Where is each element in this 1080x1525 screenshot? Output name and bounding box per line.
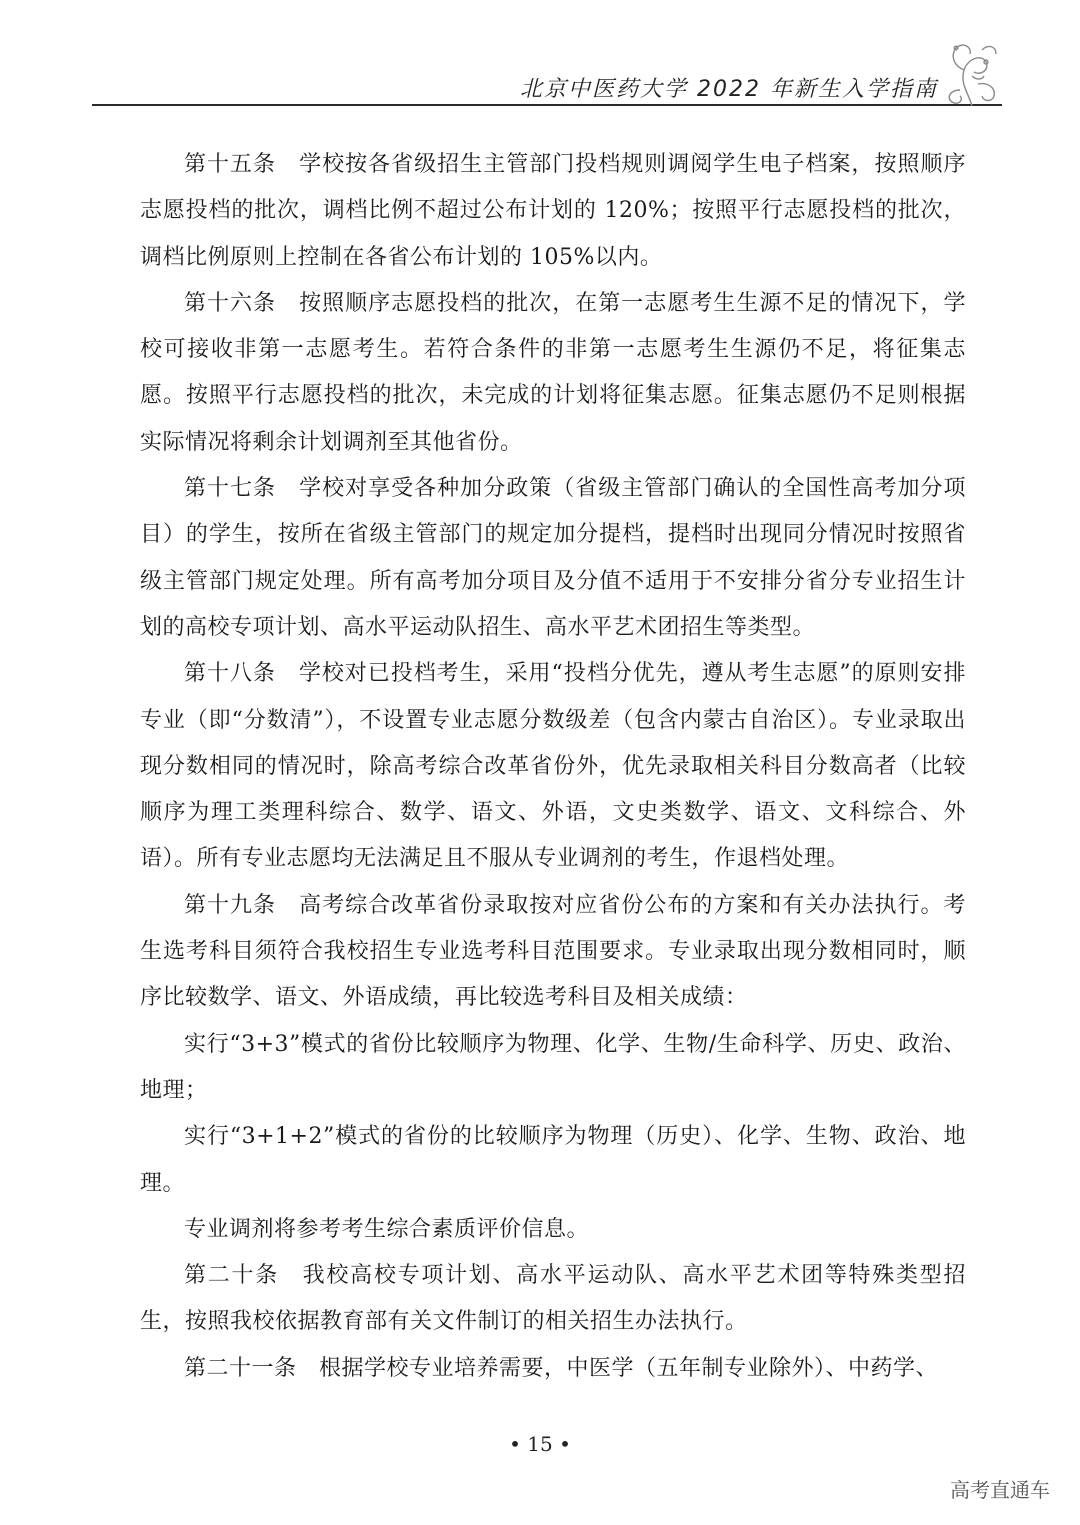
document-body [140, 142, 966, 1392]
paragraph-article-15: 第十五条 学校按各省级招生主管部门投档规则调阅学生电子档案，按照顺序志愿投档的批次，调档比例不超过公布计划的 120%；按照平行志愿投档的批次，调档比例原则上控制在各省公布计划的 105%以内。 [140, 152, 966, 270]
paragraph-article-18: 第十八条 学校对已投档考生，采用“投档分优先，遵从考生志愿”的原则安排专业（即“分数清”），不设置专业志愿分数级差（包含内蒙古自治区）。专业录取出现分数相同的情况时，除高考综合改革省份外，优先录取相关科目分数高者（比较顺序为理工类理科综合、数学、语文、外语，文史类数学、语文、文科综合、外语）。所有专业志愿均无法满足且不服从专业调剂的考生，作退档处理。 [140, 661, 966, 872]
paragraph-3-3-mode: 实行“3+3”模式的省份比较顺序为物理、化学、生物/生命科学、历史、政治、地理； [140, 1031, 966, 1103]
paragraph-article-21: 第二十一条 根据学校专业培养需要，中医学（五年制专业除外）、中药学、 [184, 1355, 939, 1381]
watermark: 高考直通车 [950, 1478, 1050, 1502]
paragraph-3-1-2-mode: 实行“3+1+2”模式的省份的比较顺序为物理（历史）、化学、生物、政治、地理。 [140, 1124, 966, 1196]
paragraph-article-17: 第十七条 学校对享受各种加分政策（省级主管部门确认的全国性高考加分项目）的学生，按所在省级主管部门的规定加分提档，提档时出现同分情况时按照省级主管部门规定处理。所有高考加分项目及分值不适用于不安排分省分专业招生计划的高校专项计划、高水平运动队招生、高水平艺术团招生等类型。 [140, 476, 966, 640]
paragraph-article-19: 第十九条 高考综合改革省份录取按对应省份公布的方案和有关办法执行。考生选考科目须符合我校招生专业选考科目范围要求。专业录取出现分数相同时，顺序比较数学、语文、外语成绩，再比较选考科目及相关成绩： [140, 892, 966, 1011]
paragraph-adjustment-note: 专业调剂将参考考生综合素质评价信息。 [184, 1216, 590, 1242]
floral-ornament-icon [942, 40, 1002, 108]
paragraph-article-20: 第二十条 我校高校专项计划、高水平运动队、高水平艺术团等特殊类型招生，按照我校依据教育部有关文件制订的相关招生办法执行。 [140, 1263, 966, 1335]
header-rule [92, 104, 1002, 106]
paragraph-article-16: 第十六条 按照顺序志愿投档的批次，在第一志愿考生生源不足的情况下，学校可接收非第一志愿考生。若符合条件的非第一志愿考生生源仍不足，将征集志愿。按照平行志愿投档的批次，未完成的计划将征集志愿。征集志愿仍不足则根据实际情况将剩余计划调剂至其他省份。 [140, 290, 966, 455]
header-title: 北京中医药大学 2022 年新生入学指南 [520, 77, 938, 102]
page-number: • 15 • [509, 1432, 571, 1456]
